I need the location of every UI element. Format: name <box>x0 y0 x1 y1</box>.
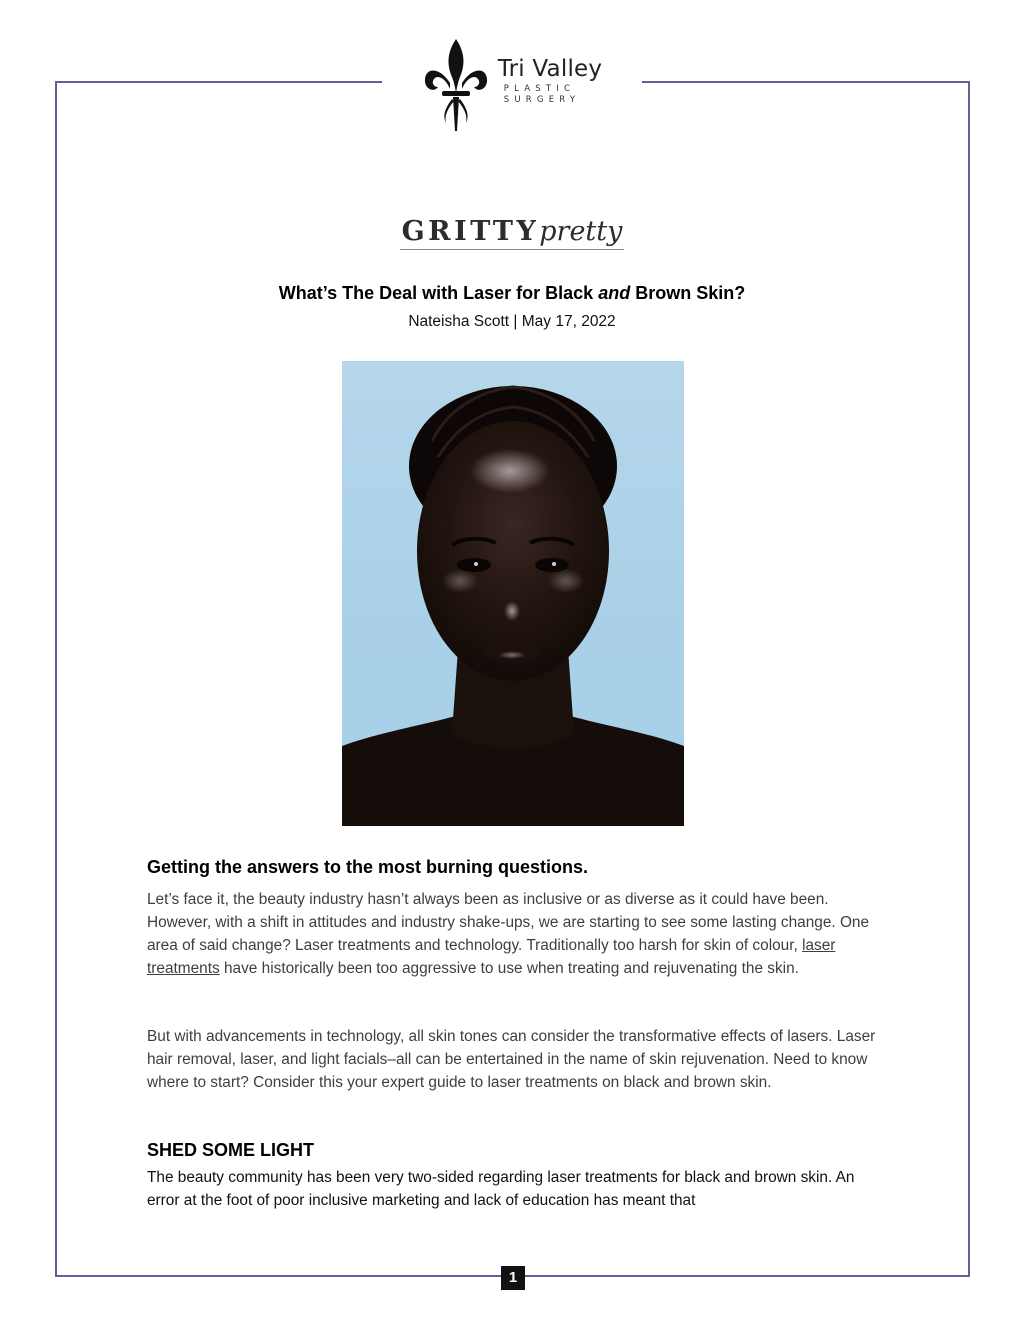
paragraph-advancements: But with advancements in technology, all skin tones can consider the transformative effects of lasers. Laser hair removal, laser, and light facials–all can be entertained in the name of skin rejuvenation. Need to know where to start? Consider this your expert guide to laser treatments on black and brown skin. <box>147 1028 876 1091</box>
logo-subtitle-line1: PLASTIC <box>503 84 576 94</box>
publication-logo-bold: GRITTY <box>401 216 540 247</box>
page-number-badge: 1 <box>501 1266 525 1290</box>
article-title-part1: What’s The Deal with Laser for Black <box>278 283 599 303</box>
section-heading-burning-questions: Getting the answers to the most burning questions. <box>147 857 589 877</box>
article-portrait-photo <box>342 361 684 826</box>
section-heading-shed-some-light: SHED SOME LIGHT <box>147 1140 315 1160</box>
publication-logo-script: pretty <box>539 216 623 247</box>
tri-valley-logo <box>382 30 642 140</box>
article-title <box>0 283 1024 304</box>
article-title-part2: Brown Skin? <box>630 283 746 303</box>
logo-subtitle-line2: SURGERY <box>503 94 581 105</box>
article-title-emphasis: and <box>598 283 631 303</box>
paragraph-shed-some-light: The beauty community has been very two-sided regarding laser treatments for black and brown skin. An error at the foot of poor inclusive marketing and lack of education has meant that <box>147 1169 855 1209</box>
paragraph-intro <box>147 888 882 980</box>
article-byline: Nateisha Scott | May 17, 2022 <box>408 313 616 330</box>
fleur-de-lis-icon <box>422 37 490 133</box>
laser-treatments-link[interactable]: laser treatments <box>147 937 836 977</box>
publication-logo <box>0 216 1024 264</box>
logo-name: Tri Valley <box>497 56 603 82</box>
paragraph-intro-text-1: Let’s face it, the beauty industry hasn’t always been as inclusive or as diverse as it could have been. However, with a shift in attitudes and industry shake-ups, we are starting to see some lasting change. One area of said change? Laser treatments and technology. Traditionally too harsh for skin of colour, <box>147 891 870 954</box>
paragraph-intro-text-2: have historically been too aggressive to use when treating and rejuvenating the skin. <box>219 960 799 977</box>
